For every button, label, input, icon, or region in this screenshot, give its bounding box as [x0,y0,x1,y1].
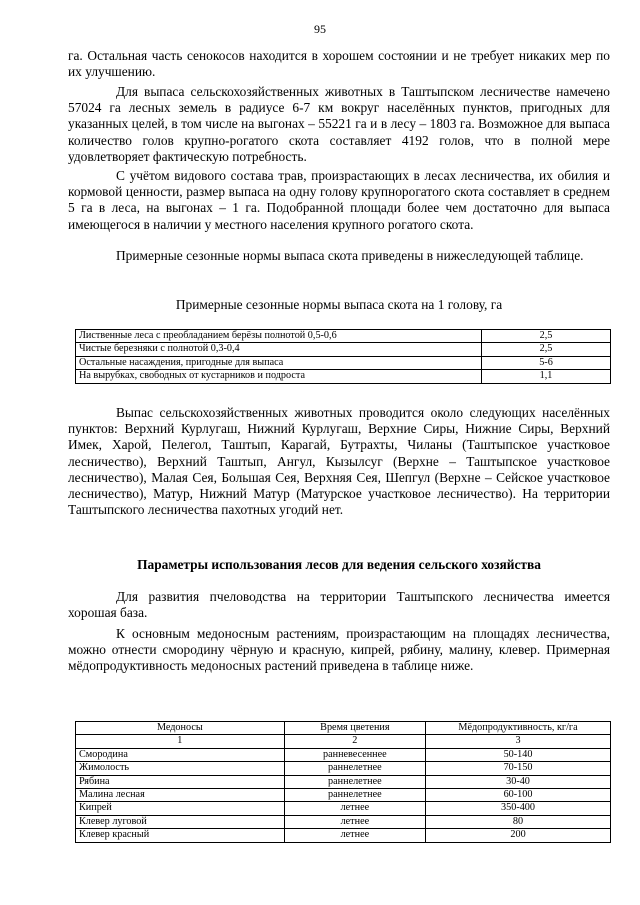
paragraph-settlements: Выпас сельскохозяйственных животных проводится около следующих населённых пунктов: Верхний Курлугаш, Нижний Курлугаш, Верхние Сиры, Нижние Сиры, Верхний Имек, Харой, Пелегол, Таштып, Карагай, Бутрахты, Чиланы (Таштыпское участковое лесничество), Верхний Таштып, Ангул, Кызылсуг (Верхне – Таштыпское участковое лесничество), Малая Сея, Большая Сея, Верхняя Сея, Шепгул (Верхне – Сейское участковое лесничество), Матур, Нижний Матур (Матурское участковое лесничество). На территории Таштыпского лесничества пахотных угодий нет. [68,405,610,518]
table-row [76,356,611,369]
table-row [76,762,611,775]
table-row [76,815,611,828]
paragraph-grazing-lands: Для выпаса сельскохозяйственных животных в Таштыпском лесничестве намечено 57024 га лесных земель в радиусе 6-7 км вокруг населённых пунктов, пригодных для указанных целей, в том числе на выгонах – 55221 га и в лесу – 1803 га. Возможное для выпаса количество голов крупно-рогатого скота составляет 4192 голов, что в полной мере удовлетворяет фактическую потребность. [68,84,610,164]
column-number-row [76,735,611,748]
table-row [76,343,611,356]
column-header-plants: Медоносы [76,722,285,735]
grazing-label: Остальные насаждения, пригодные для выпаса [76,356,482,369]
plant-name: Жимолость [76,762,285,775]
column-number: 2 [284,735,425,748]
grazing-label: Лиственные леса с преобладанием берёзы полнотой 0,5-0,6 [76,330,482,343]
column-number: 3 [426,735,611,748]
column-number: 1 [76,735,285,748]
table-row [76,789,611,802]
grazing-value: 2,5 [482,343,611,356]
grazing-label: Чистые березняки с полнотой 0,3-0,4 [76,343,482,356]
bloom-time: летнее [284,829,425,842]
grazing-value: 2,5 [482,330,611,343]
table-header-row [76,722,611,735]
plant-name: Клевер луговой [76,815,285,828]
bloom-time: раннелетнее [284,762,425,775]
grazing-table-caption: Примерные сезонные нормы выпаса скота на 1 голову, га [175,297,503,312]
bloom-time: раннелетнее [284,775,425,788]
bloom-time: летнее [284,815,425,828]
paragraph-honey-plants: К основным медоносным растениям, произрастающим на площадях лесничества, можно отнести смородину чёрную и красную, кипрей, рябину, малину, клевер. Примерная мёдопродуктивность медоносных растений приведена в таблице ниже. [68,626,610,674]
plant-name: Кипрей [76,802,285,815]
honey-yield: 70-150 [426,762,611,775]
table-row [76,829,611,842]
column-header-yield: Мёдопродуктивность, кг/га [426,722,611,735]
honey-yield: 30-40 [426,775,611,788]
table-row [76,330,611,343]
table-row [76,775,611,788]
paragraph-beekeeping: Для развития пчеловодства на территории Таштыпского лесничества имеется хорошая база. [68,589,610,621]
column-header-bloom: Время цветения [284,722,425,735]
honey-yield: 50-140 [426,748,611,761]
table-row [76,802,611,815]
paragraph-table-intro: Примерные сезонные нормы выпаса скота приведены в нижеследующей таблице. [116,248,584,263]
page-number: 95 [314,22,326,36]
paragraph-hayfields: га. Остальная часть сенокосов находится в хорошем состоянии и не требует никаких мер по их улучшению. [68,48,610,80]
grazing-value: 1,1 [482,370,611,383]
grazing-label: На вырубках, свободных от кустарников и подроста [76,370,482,383]
plant-name: Клевер красный [76,829,285,842]
paragraph-grazing-norms: С учётом видового состава трав, произрастающих в лесах лесничества, их обилия и кормовой ценности, размер выпаса на одну голову крупнорогатого скота составляет в среднем 5 га в леса, на выгонах – 1 га. Подобранной площади более чем достаточно для выпаса имеющегося в наличии у местного населения крупного рогатого скота. [68,168,610,232]
bloom-time: летнее [284,802,425,815]
bloom-time: ранневесеннее [284,748,425,761]
honey-yield: 80 [426,815,611,828]
plant-name: Рябина [76,775,285,788]
honey-yield: 200 [426,829,611,842]
honey-yield: 350-400 [426,802,611,815]
bloom-time: раннелетнее [284,789,425,802]
table-row [76,370,611,383]
grazing-norms-table [75,329,611,384]
plant-name: Смородина [76,748,285,761]
table-row [76,748,611,761]
grazing-value: 5-6 [482,356,611,369]
plant-name: Малина лесная [76,789,285,802]
honey-yield: 60-100 [426,789,611,802]
honey-productivity-table [75,721,611,843]
section-heading: Параметры использования лесов для ведения сельского хозяйства [137,557,541,572]
